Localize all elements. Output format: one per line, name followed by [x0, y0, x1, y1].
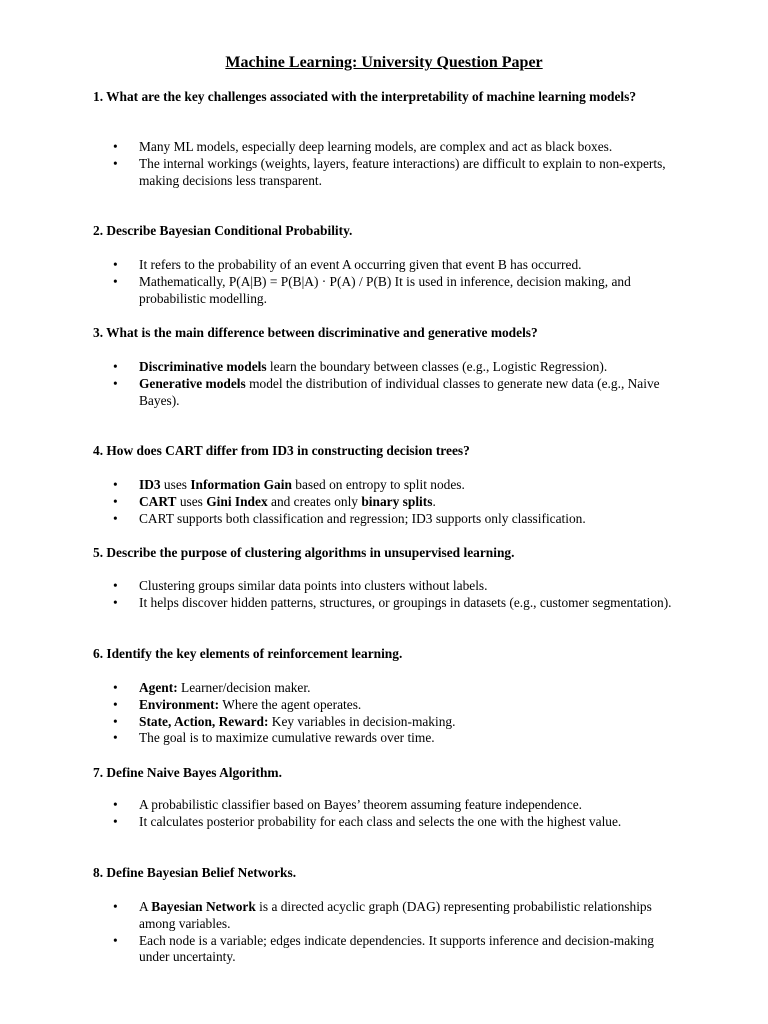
answer-list: [93, 578, 683, 612]
bullet-item: [93, 680, 683, 697]
answer-list: [93, 680, 683, 747]
bold-term: ID3: [139, 477, 161, 492]
bullet-item: [93, 714, 683, 731]
bullet-text: is a directed acyclic graph (DAG) representing probabilistic relationships among variables.: [139, 899, 652, 931]
bullet-text: based on entropy to split nodes.: [291, 477, 465, 492]
bullet-text: learn the boundary between classes (e.g., Logistic Regression).: [266, 359, 608, 374]
bullet-text: Many ML models, especially deep learning models, are complex and act as black boxes.: [139, 139, 613, 154]
bullet-item: [93, 797, 683, 814]
bold-term: Generative models: [139, 375, 246, 391]
bullet-item: [93, 494, 683, 511]
answer-list: [93, 797, 683, 831]
bullet-text: uses: [160, 477, 191, 492]
bullet-text: A probabilistic classifier based on Bayes’ theorem assuming feature independence.: [139, 797, 582, 812]
question-heading: 6. Identify the key elements of reinforcement learning.: [93, 646, 403, 661]
question-heading: 1. What are the key challenges associated with the interpretability of machine learning models?: [93, 89, 637, 104]
bullet-item: [93, 376, 683, 410]
question-heading: 8. Define Bayesian Belief Networks.: [93, 865, 297, 880]
answer-list: [93, 477, 683, 527]
question-heading: 4. How does CART differ from ID3 in constructing decision trees?: [93, 443, 470, 458]
bullet-text: The goal is to maximize cumulative rewards over time.: [139, 730, 435, 746]
bullet-item: [93, 511, 683, 528]
bullet-text: It helps discover hidden patterns, structures, or groupings in datasets (e.g., customer segmentation).: [139, 594, 672, 610]
bullet-text: The internal workings (weights, layers, feature interactions) are difficult to explain to non-experts, making decisions less transparent.: [139, 155, 666, 188]
bullet-text: Key variables in decision-making.: [268, 713, 456, 729]
bullet-text: A: [139, 899, 152, 914]
bullet-text: Mathematically, P(A|B) = P(B|A) · P(A) / P(B) It is used in inference, decision making, and probabilistic modelling.: [139, 273, 631, 306]
bold-term: Agent:: [139, 680, 178, 695]
bullet-text: .: [432, 493, 436, 509]
bold-term: Environment:: [139, 696, 220, 712]
bullet-item: [93, 933, 683, 967]
question-heading: 7. Define Naive Bayes Algorithm.: [93, 765, 282, 780]
bold-term: Discriminative models: [139, 359, 267, 374]
bullet-text: uses: [176, 493, 207, 509]
answer-list: [93, 359, 683, 409]
bullet-text: Learner/decision maker.: [177, 680, 311, 695]
bullet-text: Each node is a variable; edges indicate dependencies. It supports inference and decision-making under uncertainty.: [139, 932, 654, 965]
bold-term: Gini Index: [206, 493, 268, 509]
bullet-text: Clustering groups similar data points into clusters without labels.: [139, 578, 488, 593]
bold-term: binary splits: [361, 493, 433, 509]
bullet-item: [93, 595, 683, 612]
bullet-item: [93, 697, 683, 714]
answer-list: [93, 139, 683, 189]
bullet-text: Where the agent operates.: [219, 696, 362, 712]
question-heading: 2. Describe Bayesian Conditional Probability.: [93, 223, 353, 238]
bullet-item: [93, 899, 683, 933]
bold-term: State, Action, Reward:: [139, 713, 269, 729]
bullet-item: [93, 730, 683, 747]
answer-list: [93, 899, 683, 966]
bullet-item: [93, 477, 683, 494]
question-heading: 5. Describe the purpose of clustering algorithms in unsupervised learning.: [93, 545, 515, 560]
bold-term: Information Gain: [190, 477, 292, 492]
bullet-item: [93, 156, 683, 190]
bullet-text: It refers to the probability of an event A occurring given that event B has occurred.: [139, 257, 582, 272]
bullet-item: [93, 578, 683, 595]
bullet-text: CART supports both classification and regression; ID3 supports only classification.: [139, 510, 586, 526]
bold-term: Bayesian Network: [151, 899, 256, 914]
bullet-text: and creates only: [267, 493, 362, 509]
bullet-item: [93, 139, 683, 156]
bullet-text: It calculates posterior probability for each class and selects the one with the highest value.: [139, 813, 622, 829]
bullet-item: [93, 359, 683, 376]
answer-list: [93, 257, 683, 307]
bullet-item: [93, 274, 683, 308]
bullet-item: [93, 814, 683, 831]
bullet-text: model the distribution of individual classes to generate new data (e.g., Naive Bayes).: [139, 375, 660, 408]
question-heading: 3. What is the main difference between discriminative and generative models?: [93, 325, 538, 340]
bullet-item: [93, 257, 683, 274]
bold-term: CART: [139, 493, 177, 509]
page-title: Machine Learning: University Question Paper: [225, 54, 543, 71]
